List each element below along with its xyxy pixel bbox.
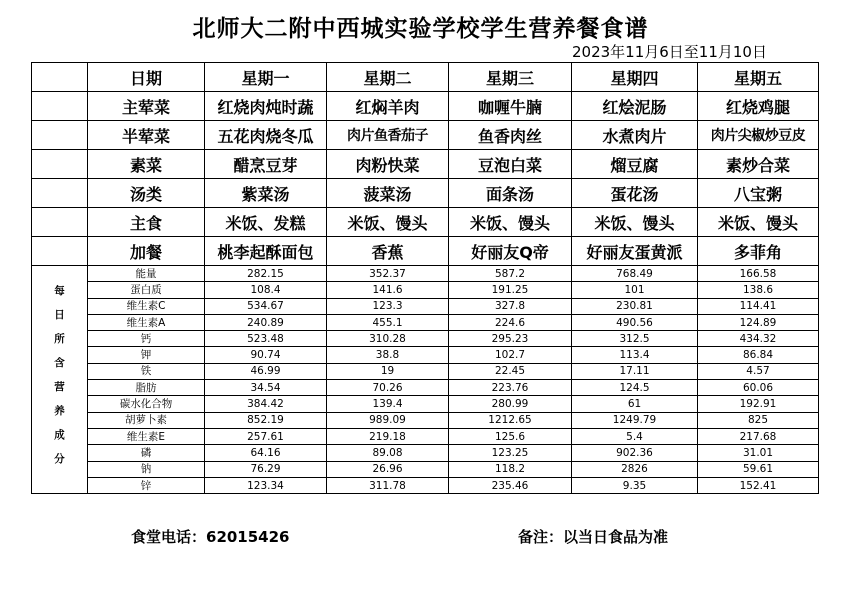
menu-item-cell: 红烧鸡腿 <box>698 92 819 121</box>
nutrition-row <box>32 298 819 314</box>
nutrient-value: 102.7 <box>449 347 572 363</box>
menu-item-cell: 鱼香肉丝 <box>449 121 572 150</box>
menu-row <box>32 179 819 208</box>
nutrient-value: 523.48 <box>205 331 327 347</box>
blank-side-cell <box>32 237 88 266</box>
nutrient-value: 825 <box>698 412 819 428</box>
nutrient-value: 22.45 <box>449 363 572 379</box>
menu-category-label: 素菜 <box>88 150 205 179</box>
menu-category-label: 主食 <box>88 208 205 237</box>
nutrient-value: 124.5 <box>572 380 698 396</box>
page-title: 北师大二附中西城实验学校学生营养餐食谱 <box>192 16 649 42</box>
side-label-char: 含 <box>54 356 65 369</box>
menu-item-cell: 肉片鱼香茄子 <box>327 121 449 150</box>
nutrition-row <box>32 461 819 477</box>
nutrient-value: 101 <box>572 282 698 298</box>
menu-item-cell: 红焖羊肉 <box>327 92 449 121</box>
nutrient-label: 锌 <box>88 477 205 493</box>
menu-item-cell: 肉粉快菜 <box>327 150 449 179</box>
nutrient-value: 490.56 <box>572 314 698 330</box>
nutrient-value: 295.23 <box>449 331 572 347</box>
nutrition-row <box>32 428 819 444</box>
side-label-char: 营 <box>54 380 65 393</box>
nutrition-row <box>32 314 819 330</box>
nutrient-value: 902.36 <box>572 445 698 461</box>
menu-item-cell: 红烩泥肠 <box>572 92 698 121</box>
nutrient-value: 1212.65 <box>449 412 572 428</box>
header-cell: 星期三 <box>449 63 572 92</box>
nutrient-label: 铁 <box>88 363 205 379</box>
menu-item-cell: 红烧肉炖时蔬 <box>205 92 327 121</box>
menu-item-cell: 八宝粥 <box>698 179 819 208</box>
nutrient-value: 2826 <box>572 461 698 477</box>
side-label-char: 成 <box>54 428 65 441</box>
menu-item-cell: 好丽友蛋黄派 <box>572 237 698 266</box>
nutrient-value: 114.41 <box>698 298 819 314</box>
nutrient-value: 118.2 <box>449 461 572 477</box>
blank-side-cell <box>32 208 88 237</box>
menu-row <box>32 121 819 150</box>
nutrient-value: 139.4 <box>327 396 449 412</box>
canteen-phone: 食堂电话：62015426 <box>131 528 290 546</box>
nutrient-value: 327.8 <box>449 298 572 314</box>
nutrient-value: 1249.79 <box>572 412 698 428</box>
nutrient-value: 192.91 <box>698 396 819 412</box>
nutrient-value: 123.25 <box>449 445 572 461</box>
nutrient-value: 280.99 <box>449 396 572 412</box>
nutrient-value: 90.74 <box>205 347 327 363</box>
nutrient-value: 166.58 <box>698 266 819 282</box>
nutrient-value: 86.84 <box>698 347 819 363</box>
nutrient-value: 17.11 <box>572 363 698 379</box>
menu-row <box>32 150 819 179</box>
side-label-char: 所 <box>54 332 65 345</box>
nutrition-row <box>32 282 819 298</box>
nutrient-value: 113.4 <box>572 347 698 363</box>
nutrient-value: 191.25 <box>449 282 572 298</box>
menu-item-cell: 醋烹豆芽 <box>205 150 327 179</box>
nutrient-value: 26.96 <box>327 461 449 477</box>
nutrient-label: 磷 <box>88 445 205 461</box>
nutrition-side-label <box>32 266 88 494</box>
side-label-char: 养 <box>54 404 65 417</box>
menu-item-cell: 米饭、发糕 <box>205 208 327 237</box>
header-cell: 日期 <box>88 63 205 92</box>
nutrient-value: 89.08 <box>327 445 449 461</box>
menu-item-cell: 米饭、馒头 <box>449 208 572 237</box>
side-label-char: 分 <box>54 452 65 465</box>
nutrient-label: 脂肪 <box>88 380 205 396</box>
nutrient-value: 455.1 <box>327 314 449 330</box>
nutrient-value: 61 <box>572 396 698 412</box>
nutrient-value: 138.6 <box>698 282 819 298</box>
nutrient-value: 768.49 <box>572 266 698 282</box>
menu-table <box>31 62 819 494</box>
menu-category-label: 半荤菜 <box>88 121 205 150</box>
nutrient-label: 胡萝卜素 <box>88 412 205 428</box>
nutrition-row <box>32 363 819 379</box>
nutrition-row <box>32 380 819 396</box>
header-cell: 星期二 <box>327 63 449 92</box>
header-cell: 星期四 <box>572 63 698 92</box>
nutrient-value: 235.46 <box>449 477 572 493</box>
nutrient-label: 能量 <box>88 266 205 282</box>
nutrient-value: 352.37 <box>327 266 449 282</box>
nutrition-row <box>32 266 819 282</box>
nutrient-value: 384.42 <box>205 396 327 412</box>
nutrient-value: 123.34 <box>205 477 327 493</box>
menu-item-cell: 五花肉烧冬瓜 <box>205 121 327 150</box>
nutrient-label: 蛋白质 <box>88 282 205 298</box>
nutrient-value: 852.19 <box>205 412 327 428</box>
nutrient-value: 59.61 <box>698 461 819 477</box>
side-label-char: 日 <box>54 308 65 321</box>
nutrient-value: 257.61 <box>205 428 327 444</box>
nutrient-value: 152.41 <box>698 477 819 493</box>
nutrition-row <box>32 445 819 461</box>
nutrient-label: 维生素C <box>88 298 205 314</box>
menu-row <box>32 208 819 237</box>
nutrient-value: 31.01 <box>698 445 819 461</box>
nutrient-value: 70.26 <box>327 380 449 396</box>
nutrition-row <box>32 331 819 347</box>
nutrient-value: 60.06 <box>698 380 819 396</box>
nutrient-value: 108.4 <box>205 282 327 298</box>
menu-row <box>32 237 819 266</box>
nutrient-value: 76.29 <box>205 461 327 477</box>
blank-side-cell <box>32 179 88 208</box>
menu-item-cell: 多菲角 <box>698 237 819 266</box>
menu-item-cell: 香蕉 <box>327 237 449 266</box>
menu-item-cell: 肉片尖椒炒豆皮 <box>698 121 819 150</box>
nutrient-value: 989.09 <box>327 412 449 428</box>
header-cell: 星期五 <box>698 63 819 92</box>
nutrient-value: 4.57 <box>698 363 819 379</box>
nutrient-value: 34.54 <box>205 380 327 396</box>
nutrient-value: 219.18 <box>327 428 449 444</box>
nutrient-value: 312.5 <box>572 331 698 347</box>
menu-item-cell: 米饭、馒头 <box>698 208 819 237</box>
nutrient-value: 5.4 <box>572 428 698 444</box>
nutrient-value: 64.16 <box>205 445 327 461</box>
nutrient-value: 282.15 <box>205 266 327 282</box>
menu-category-label: 主荤菜 <box>88 92 205 121</box>
menu-item-cell: 紫菜汤 <box>205 179 327 208</box>
footer-note: 备注：以当日食品为准 <box>518 528 669 546</box>
blank-side-cell <box>32 150 88 179</box>
nutrient-value: 224.6 <box>449 314 572 330</box>
nutrient-value: 587.2 <box>449 266 572 282</box>
menu-header-row <box>32 63 819 92</box>
menu-item-cell: 米饭、馒头 <box>572 208 698 237</box>
blank-side-cell <box>32 121 88 150</box>
menu-row <box>32 92 819 121</box>
menu-item-cell: 素炒合菜 <box>698 150 819 179</box>
nutrient-value: 311.78 <box>327 477 449 493</box>
nutrition-row <box>32 477 819 493</box>
menu-item-cell: 蛋花汤 <box>572 179 698 208</box>
nutrition-row <box>32 347 819 363</box>
nutrient-value: 223.76 <box>449 380 572 396</box>
menu-item-cell: 桃李起酥面包 <box>205 237 327 266</box>
menu-item-cell: 米饭、馒头 <box>327 208 449 237</box>
header-cell: 星期一 <box>205 63 327 92</box>
nutrition-row <box>32 412 819 428</box>
menu-item-cell: 咖喱牛腩 <box>449 92 572 121</box>
nutrient-value: 124.89 <box>698 314 819 330</box>
nutrition-row <box>32 396 819 412</box>
nutrient-value: 123.3 <box>327 298 449 314</box>
nutrient-value: 46.99 <box>205 363 327 379</box>
nutrient-value: 19 <box>327 363 449 379</box>
date-range: 2023年11月6日至11月10日 <box>572 43 767 61</box>
nutrient-label: 钙 <box>88 331 205 347</box>
nutrient-label: 钾 <box>88 347 205 363</box>
nutrient-value: 141.6 <box>327 282 449 298</box>
nutrient-value: 310.28 <box>327 331 449 347</box>
nutrient-value: 240.89 <box>205 314 327 330</box>
menu-item-cell: 熘豆腐 <box>572 150 698 179</box>
menu-item-cell: 豆泡白菜 <box>449 150 572 179</box>
nutrient-value: 534.67 <box>205 298 327 314</box>
menu-category-label: 汤类 <box>88 179 205 208</box>
menu-item-cell: 菠菜汤 <box>327 179 449 208</box>
menu-item-cell: 水煮肉片 <box>572 121 698 150</box>
blank-side-cell <box>32 92 88 121</box>
nutrient-value: 230.81 <box>572 298 698 314</box>
nutrient-value: 434.32 <box>698 331 819 347</box>
nutrient-label: 碳水化合物 <box>88 396 205 412</box>
menu-item-cell: 好丽友Q帝 <box>449 237 572 266</box>
nutrient-label: 维生素A <box>88 314 205 330</box>
menu-item-cell: 面条汤 <box>449 179 572 208</box>
nutrient-label: 维生素E <box>88 428 205 444</box>
side-label-char: 每 <box>54 284 65 297</box>
nutrient-value: 125.6 <box>449 428 572 444</box>
menu-category-label: 加餐 <box>88 237 205 266</box>
blank-corner-cell <box>32 63 88 92</box>
nutrient-value: 217.68 <box>698 428 819 444</box>
nutrient-value: 38.8 <box>327 347 449 363</box>
nutrient-label: 钠 <box>88 461 205 477</box>
nutrient-value: 9.35 <box>572 477 698 493</box>
